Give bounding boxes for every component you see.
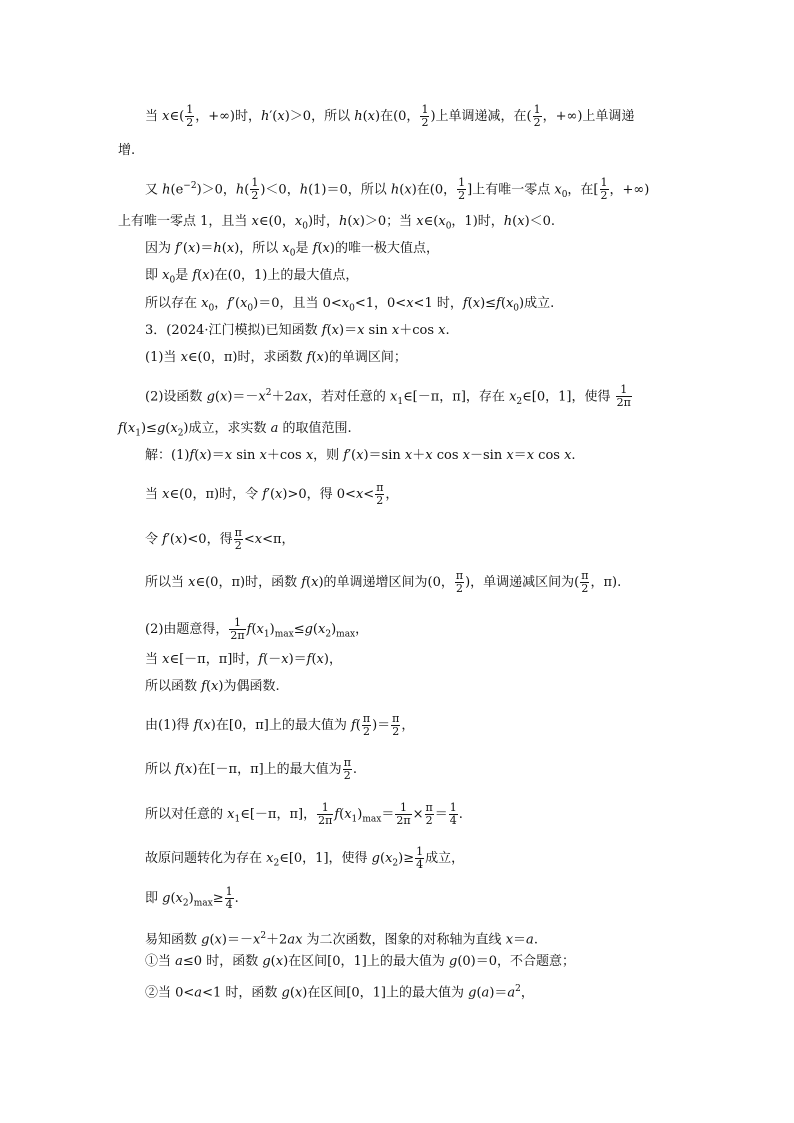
text-line-8: 3．(2024·江门模拟)已知函数 f(x)＝x sin x＋cos x. [145, 323, 450, 338]
text-line-1: 当 x∈( $\frac{1}{2}$ ，+∞)时，h′(x)＞0，所以 h(x)在(0， $\frac{1}{2}$ )上单调递减，在( $\frac{1}{2}$ ，+∞)上单调递 [145, 103, 635, 129]
text-line-16: (2)由题意得， $\frac{1}{2\pi}$ $f(x_1)_{max}\le g(x_2)_{max}$， [145, 616, 369, 642]
text-line-15: 所以当 x∈(0，π)时，函数 f(x)的单调递增区间为(0， $\frac{\pi}{2}$ )，单调递减区间为( $\frac{\pi}{2}$ ，π). [145, 569, 622, 595]
text-line-18: 所以函数 f(x)为偶函数. [145, 679, 280, 694]
text-line-17: 当 x∈[－π，π]时，f(－x)＝f(x)， [145, 652, 342, 667]
fraction: $\frac{1}{2}$ [186, 103, 194, 129]
text-line-21: 所以对任意的 $x_1\in[-\pi$，π]， $\frac{1}{2\pi}$ $f(x_1)_{max}=$ $\frac{1}{2\pi}$ × $\frac{\pi}{2}$ ＝ $\frac{1}{4}$ . [145, 801, 463, 827]
text-line-12: 解：(1)f(x)＝x sin x＋cos x，则 f′(x)＝sin x＋x cos x－sin x＝x cos x. [145, 448, 576, 463]
text-line-2: 增. [118, 143, 136, 158]
text-line-25: ①当 a≤0 时，函数 g(x)在区间[0，1]上的最大值为 g(0)＝0，不合题意； [145, 954, 575, 969]
text-line-14: 令 f′(x)<0，得 $\frac{\pi}{2}$ <x<π， [145, 526, 295, 552]
text-line-7: 所以存在 $x_0$，$f'(x_0)=0$，且当 $0<x_0<1$，0<x<1 时，$f(x)\le f(x_0)$成立. [145, 296, 555, 314]
text-line-22: 故原问题转化为存在 $x_2\in[0$，1]，使得 $g(x_2)\ge$ $\frac{1}{4}$ 成立， [145, 845, 465, 871]
text-line-3: 又 $h(e^{-2})>0$，h( $\frac{1}{2}$ )＜0，h(1)＝0，所以 h(x)在(0， $\frac{1}{2}$ ]上有唯一零点 $x_0$，在[ $\frac{1}{2}$ ，+∞) [145, 176, 650, 203]
text-line-20: 所以 f(x)在[－π，π]上的最大值为 $\frac{\pi}{2}$ . [145, 756, 358, 782]
text-line-5: 因为 f′(x)＝h(x)，所以 $x_0$是 f(x)的唯一极大值点， [145, 241, 439, 259]
text-line-26: ②当 0<a<1 时，函数 g(x)在区间[0，1]上的最大值为 $g(a)=a^2$， [145, 984, 534, 1001]
text-line-13: 当 x∈(0，π)时，令 f′(x)>0，得 0<x< $\frac{\pi}{2}$ ， [145, 481, 399, 507]
text-line-23: 即 $g(x_2)_{max}\ge$ $\frac{1}{4}$ . [145, 885, 239, 911]
text-line-6: 即 $x_0$是 f(x)在(0，1)上的最大值点， [145, 268, 359, 286]
text-line-11: $f(x_1)\le g(x_2)$成立，求实数 a 的取值范围. [118, 421, 352, 439]
text-line-10: (2)设函数 $g(x)=-x^2+2ax$，若对任意的 $x_1\in[-\pi$，π]，存在 $x_2\in[0$，1]，使得 $\frac{1}{2\pi}$ [145, 383, 631, 410]
text-line-24: 易知函数 $g(x)=-x^2+2ax$ 为二次函数，图象的对称轴为直线 x＝a. [145, 931, 538, 948]
text-line-4: 上有唯一零点 1，且当 x∈(0，$x_0$)时，h(x)＞0；当 $x\in(x_0$，1)时，h(x)＜0. [118, 214, 556, 232]
text-line-19: 由(1)得 f(x)在[0，π]上的最大值为 f( $\frac{\pi}{2}$ )＝ $\frac{\pi}{2}$ ， [145, 712, 415, 738]
text-line-9: (1)当 x∈(0，π)时，求函数 f(x)的单调区间； [145, 350, 407, 365]
